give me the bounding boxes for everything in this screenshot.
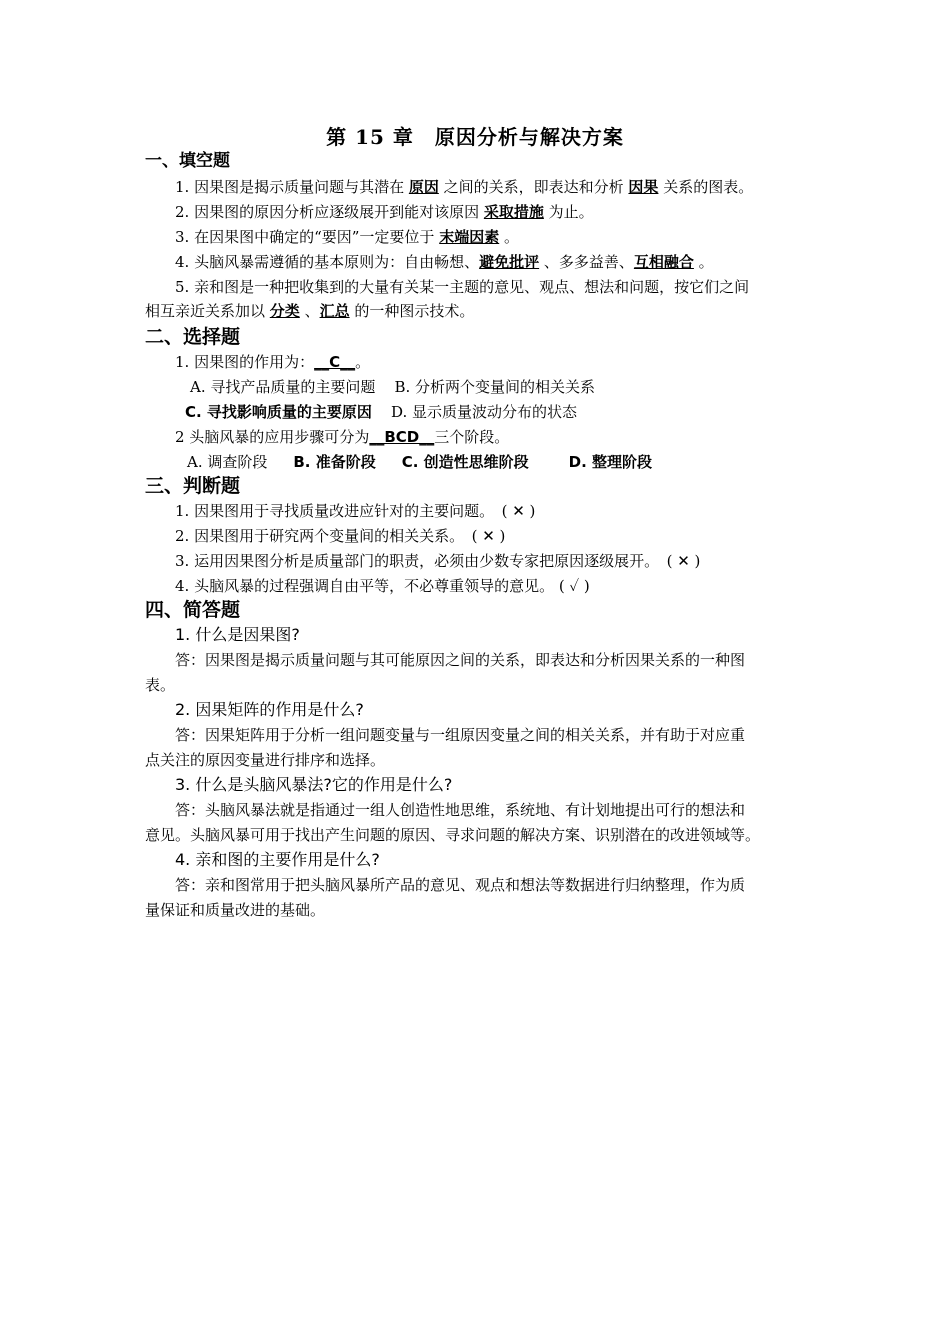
short-answer-1-line2: 表。 xyxy=(145,676,176,694)
short-answer-3-line2: 意见。头脑风暴可用于找出产生问题的原因、寻求问题的解决方案、识别潜在的改进领域等。 xyxy=(145,826,761,844)
choice-question-1-options-cd: C. 寻找影响质量的主要原因 D. 显示质量波动分布的状态 xyxy=(185,403,578,421)
judge-question-2: 2. 因果图用于研究两个变量间的相关关系。 ( ✕ ) xyxy=(175,527,506,545)
short-answer-2-line2: 点关注的原因变量进行排序和选择。 xyxy=(145,751,386,769)
short-answer-2-line1: 答：因果矩阵用于分析一组问题变量与一组原因变量之间的相关关系，并有助于对应重 xyxy=(175,726,746,744)
chapter-title: 第 15 章 原因分析与解决方案 xyxy=(326,125,624,149)
section-heading-judge: 三、判断题 xyxy=(145,475,241,497)
choice-question-1: 1. 因果图的作用为：__C__。 xyxy=(175,353,371,371)
short-question-1: 1. 什么是因果图? xyxy=(175,625,300,644)
short-answer-4-line2: 量保证和质量改进的基础。 xyxy=(145,901,326,919)
section-heading-short: 四、简答题 xyxy=(145,599,241,621)
short-question-3: 3. 什么是头脑风暴法?它的作用是什么? xyxy=(175,775,453,794)
fill-question-4: 4. 头脑风暴需遵循的基本原则为：自由畅想、避免批评 、多多益善、互相融合 。 xyxy=(175,253,714,271)
fill-question-5-line2: 相互亲近关系加以 分类 、汇总 的一种图示技术。 xyxy=(145,302,475,320)
fill-question-1: 1. 因果图是揭示质量问题与其潜在 原因 之间的关系，即表达和分析 因果 关系的图表。 xyxy=(175,178,754,196)
fill-question-2: 2. 因果图的原因分析应逐级展开到能对该原因 采取措施 为止。 xyxy=(175,203,594,221)
judge-question-3: 3. 运用因果图分析是质量部门的职责，必须由少数专家把原因逐级展开。 ( ✕ ) xyxy=(175,552,701,570)
short-answer-4-line1: 答：亲和图常用于把头脑风暴所产品的意见、观点和想法等数据进行归纳整理，作为质 xyxy=(175,876,746,894)
choice-question-2-options: A. 调查阶段 B. 准备阶段 C. 创造性思维阶段 D. 整理阶段 xyxy=(187,453,653,471)
choice-question-2: 2 头脑风暴的应用步骤可分为__BCD__三个阶段。 xyxy=(175,428,510,446)
short-answer-1-line1: 答：因果图是揭示质量问题与其可能原因之间的关系，即表达和分析因果关系的一种图 xyxy=(175,651,746,669)
choice-question-1-options-ab: A. 寻找产品质量的主要问题 B. 分析两个变量间的相关关系 xyxy=(190,378,596,396)
judge-question-1: 1. 因果图用于寻找质量改进应针对的主要问题。 ( ✕ ) xyxy=(175,502,536,520)
judge-question-4: 4. 头脑风暴的过程强调自由平等，不必尊重领导的意见。 ( ✓ ) xyxy=(175,577,590,595)
section-heading-fill: 一、填空题 xyxy=(145,151,230,171)
short-answer-3-line1: 答：头脑风暴法就是指通过一组人创造性地思维，系统地、有计划地提出可行的想法和 xyxy=(175,801,746,819)
section-heading-choice: 二、选择题 xyxy=(145,326,241,348)
fill-question-5-line1: 5. 亲和图是一种把收集到的大量有关某一主题的意见、观点、想法和问题，按它们之间 xyxy=(175,278,750,296)
fill-question-3: 3. 在因果图中确定的“要因”一定要位于 末端因素 。 xyxy=(175,228,519,246)
short-question-4: 4. 亲和图的主要作用是什么? xyxy=(175,850,380,869)
short-question-2: 2. 因果矩阵的作用是什么? xyxy=(175,700,364,719)
